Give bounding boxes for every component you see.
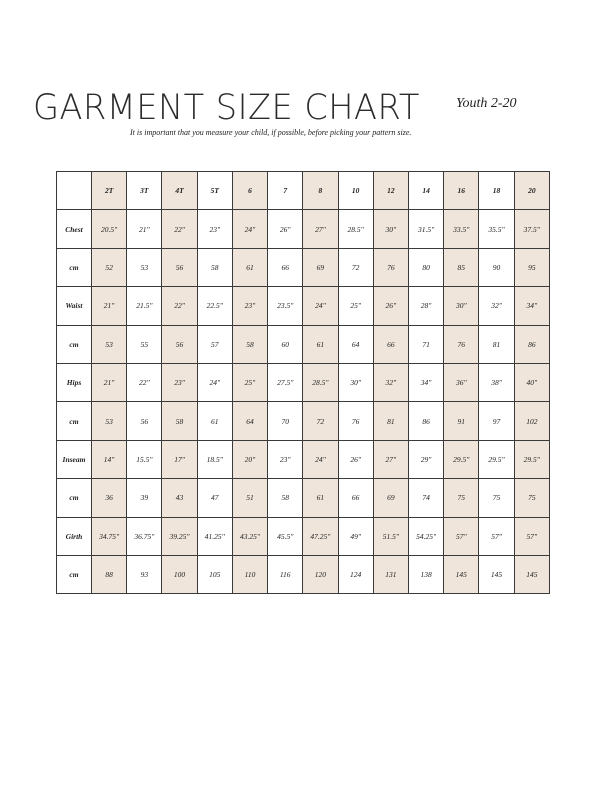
table-row xyxy=(57,402,550,440)
measurement-cell: 30" xyxy=(338,363,373,401)
measurement-cell: 34.75" xyxy=(92,517,127,555)
measurement-cell: 110 xyxy=(232,555,267,593)
measurement-cell: 76 xyxy=(338,402,373,440)
measurement-cell: 53 xyxy=(127,248,162,286)
measurement-cell: 26" xyxy=(373,287,408,325)
measurement-cell: 22" xyxy=(162,210,197,248)
measurement-cell: 49" xyxy=(338,517,373,555)
measurement-cell: 145 xyxy=(479,555,514,593)
measurement-cell: 52 xyxy=(92,248,127,286)
measurement-note: It is important that you measure your child, if possible, before picking your pattern size. xyxy=(130,128,412,137)
measurement-cell: 100 xyxy=(162,555,197,593)
size-header-cell: 2T xyxy=(92,172,127,210)
measurement-cell: 26" xyxy=(338,440,373,478)
measurement-cell: 25" xyxy=(232,363,267,401)
table-row xyxy=(57,210,550,248)
measurement-cell: 15.5" xyxy=(127,440,162,478)
size-header-cell: 10 xyxy=(338,172,373,210)
measurement-cell: 66 xyxy=(268,248,303,286)
measurement-cell: 21.5" xyxy=(127,287,162,325)
measurement-cell: 22" xyxy=(162,287,197,325)
measurement-cell: 43 xyxy=(162,479,197,517)
measurement-cell: 145 xyxy=(514,555,549,593)
measurement-cell: 14" xyxy=(92,440,127,478)
measurement-cell: 27.5" xyxy=(268,363,303,401)
measurement-cell: 20.5" xyxy=(92,210,127,248)
measurement-cell: 30" xyxy=(444,287,479,325)
measurement-cell: 91 xyxy=(444,402,479,440)
table-row xyxy=(57,517,550,555)
measurement-cell: 34" xyxy=(514,287,549,325)
measurement-cell: 70 xyxy=(268,402,303,440)
measurement-cell: 51.5" xyxy=(373,517,408,555)
measurement-cell: 29.5" xyxy=(479,440,514,478)
measurement-cell: 28" xyxy=(408,287,443,325)
table-row xyxy=(57,325,550,363)
row-label: Hips xyxy=(57,363,92,401)
corner-cell xyxy=(57,172,92,210)
row-label: Inseam xyxy=(57,440,92,478)
measurement-cell: 76 xyxy=(444,325,479,363)
measurement-cell: 72 xyxy=(338,248,373,286)
measurement-cell: 54.25" xyxy=(408,517,443,555)
measurement-cell: 81 xyxy=(479,325,514,363)
measurement-cell: 23.5" xyxy=(268,287,303,325)
measurement-cell: 31.5" xyxy=(408,210,443,248)
measurement-cell: 60 xyxy=(268,325,303,363)
measurement-cell: 86 xyxy=(408,402,443,440)
measurement-cell: 56 xyxy=(162,325,197,363)
measurement-cell: 97 xyxy=(479,402,514,440)
measurement-cell: 23" xyxy=(232,287,267,325)
measurement-cell: 93 xyxy=(127,555,162,593)
measurement-cell: 23" xyxy=(162,363,197,401)
size-header-cell: 14 xyxy=(408,172,443,210)
measurement-cell: 66 xyxy=(338,479,373,517)
size-header-cell: 5T xyxy=(197,172,232,210)
measurement-cell: 36.75" xyxy=(127,517,162,555)
measurement-cell: 64 xyxy=(338,325,373,363)
measurement-cell: 39 xyxy=(127,479,162,517)
measurement-cell: 29.5" xyxy=(444,440,479,478)
measurement-cell: 47.25" xyxy=(303,517,338,555)
measurement-cell: 58 xyxy=(197,248,232,286)
measurement-cell: 23" xyxy=(197,210,232,248)
measurement-cell: 145 xyxy=(444,555,479,593)
size-header-cell: 16 xyxy=(444,172,479,210)
row-label: cm xyxy=(57,248,92,286)
measurement-cell: 85 xyxy=(444,248,479,286)
measurement-cell: 23" xyxy=(268,440,303,478)
row-label: Chest xyxy=(57,210,92,248)
measurement-cell: 57 xyxy=(197,325,232,363)
measurement-cell: 21" xyxy=(127,210,162,248)
measurement-cell: 24" xyxy=(197,363,232,401)
measurement-cell: 47 xyxy=(197,479,232,517)
measurement-cell: 37.5" xyxy=(514,210,549,248)
measurement-cell: 57" xyxy=(514,517,549,555)
row-label: cm xyxy=(57,479,92,517)
measurement-cell: 69 xyxy=(303,248,338,286)
measurement-cell: 138 xyxy=(408,555,443,593)
measurement-cell: 58 xyxy=(268,479,303,517)
measurement-cell: 38" xyxy=(479,363,514,401)
measurement-cell: 26" xyxy=(268,210,303,248)
measurement-cell: 57" xyxy=(444,517,479,555)
measurement-cell: 58 xyxy=(162,402,197,440)
measurement-cell: 120 xyxy=(303,555,338,593)
measurement-cell: 40" xyxy=(514,363,549,401)
measurement-cell: 105 xyxy=(197,555,232,593)
measurement-cell: 61 xyxy=(303,325,338,363)
measurement-cell: 17" xyxy=(162,440,197,478)
table-row xyxy=(57,287,550,325)
measurement-cell: 43.25" xyxy=(232,517,267,555)
row-label: cm xyxy=(57,402,92,440)
measurement-cell: 36" xyxy=(444,363,479,401)
measurement-cell: 71 xyxy=(408,325,443,363)
measurement-cell: 28.5" xyxy=(338,210,373,248)
measurement-cell: 69 xyxy=(373,479,408,517)
measurement-cell: 75 xyxy=(479,479,514,517)
measurement-cell: 53 xyxy=(92,402,127,440)
measurement-cell: 30" xyxy=(373,210,408,248)
size-header-row xyxy=(57,172,550,210)
measurement-cell: 75 xyxy=(514,479,549,517)
measurement-cell: 80 xyxy=(408,248,443,286)
measurement-cell: 25" xyxy=(338,287,373,325)
measurement-cell: 34" xyxy=(408,363,443,401)
measurement-cell: 51 xyxy=(232,479,267,517)
measurement-cell: 24" xyxy=(303,287,338,325)
measurement-cell: 56 xyxy=(127,402,162,440)
table-row xyxy=(57,440,550,478)
measurement-cell: 76 xyxy=(373,248,408,286)
table-row xyxy=(57,555,550,593)
measurement-cell: 21" xyxy=(92,363,127,401)
measurement-cell: 57" xyxy=(479,517,514,555)
measurement-cell: 36 xyxy=(92,479,127,517)
measurement-cell: 66 xyxy=(373,325,408,363)
measurement-cell: 33.5" xyxy=(444,210,479,248)
measurement-cell: 27" xyxy=(303,210,338,248)
measurement-cell: 131 xyxy=(373,555,408,593)
measurement-cell: 86 xyxy=(514,325,549,363)
measurement-cell: 53 xyxy=(92,325,127,363)
size-header-cell: 12 xyxy=(373,172,408,210)
measurement-cell: 39.25" xyxy=(162,517,197,555)
measurement-cell: 35.5" xyxy=(479,210,514,248)
size-header-cell: 3T xyxy=(127,172,162,210)
measurement-cell: 22" xyxy=(127,363,162,401)
size-chart-table xyxy=(56,171,550,594)
measurement-cell: 58 xyxy=(232,325,267,363)
measurement-cell: 32" xyxy=(373,363,408,401)
table-row xyxy=(57,363,550,401)
measurement-cell: 61 xyxy=(232,248,267,286)
size-header-cell: 4T xyxy=(162,172,197,210)
measurement-cell: 61 xyxy=(197,402,232,440)
size-header-cell: 7 xyxy=(268,172,303,210)
measurement-cell: 95 xyxy=(514,248,549,286)
table-row xyxy=(57,248,550,286)
measurement-cell: 24" xyxy=(232,210,267,248)
measurement-cell: 20" xyxy=(232,440,267,478)
measurement-cell: 61 xyxy=(303,479,338,517)
size-range: Youth 2-20 xyxy=(456,96,517,111)
measurement-cell: 24" xyxy=(303,440,338,478)
size-header-cell: 20 xyxy=(514,172,549,210)
size-header-cell: 18 xyxy=(479,172,514,210)
size-header-cell: 8 xyxy=(303,172,338,210)
size-header-cell: 6 xyxy=(232,172,267,210)
measurement-cell: 32" xyxy=(479,287,514,325)
measurement-cell: 27" xyxy=(373,440,408,478)
row-label: Waist xyxy=(57,287,92,325)
measurement-cell: 29" xyxy=(408,440,443,478)
page-title: GARMENT SIZE CHART xyxy=(33,88,420,128)
row-label: Girth xyxy=(57,517,92,555)
measurement-cell: 45.5" xyxy=(268,517,303,555)
row-label: cm xyxy=(57,555,92,593)
measurement-cell: 18.5" xyxy=(197,440,232,478)
measurement-cell: 102 xyxy=(514,402,549,440)
measurement-cell: 72 xyxy=(303,402,338,440)
measurement-cell: 55 xyxy=(127,325,162,363)
measurement-cell: 29.5" xyxy=(514,440,549,478)
measurement-cell: 90 xyxy=(479,248,514,286)
measurement-cell: 88 xyxy=(92,555,127,593)
measurement-cell: 75 xyxy=(444,479,479,517)
table-row xyxy=(57,479,550,517)
measurement-cell: 56 xyxy=(162,248,197,286)
row-label: cm xyxy=(57,325,92,363)
measurement-cell: 41.25" xyxy=(197,517,232,555)
measurement-cell: 64 xyxy=(232,402,267,440)
measurement-cell: 21" xyxy=(92,287,127,325)
measurement-cell: 74 xyxy=(408,479,443,517)
measurement-cell: 124 xyxy=(338,555,373,593)
measurement-cell: 81 xyxy=(373,402,408,440)
measurement-cell: 28.5" xyxy=(303,363,338,401)
measurement-cell: 116 xyxy=(268,555,303,593)
measurement-cell: 22.5" xyxy=(197,287,232,325)
